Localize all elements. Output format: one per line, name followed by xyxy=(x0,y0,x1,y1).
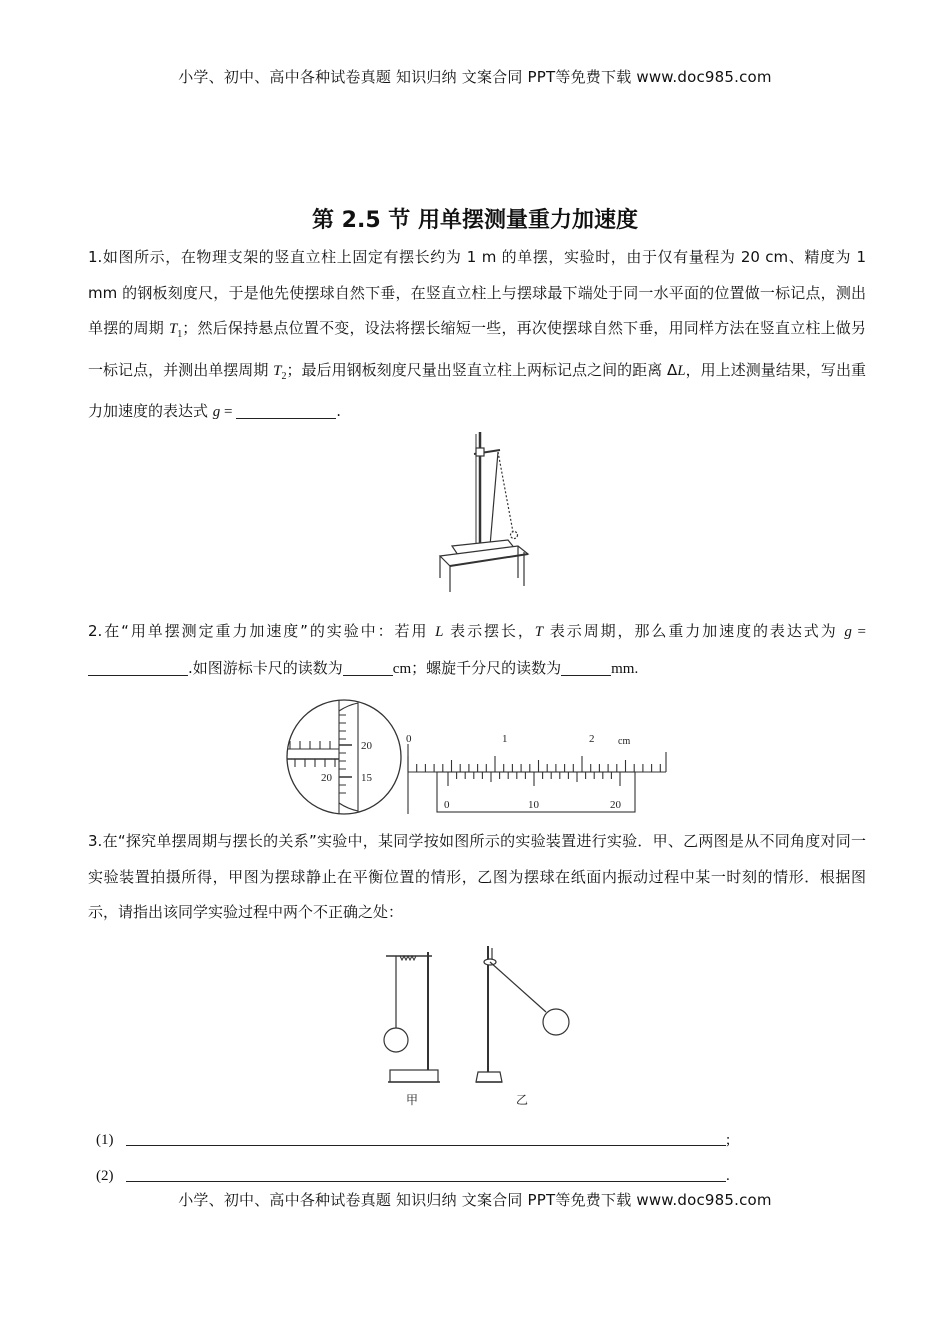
answer-2-number: (2) xyxy=(96,1168,114,1184)
answer-2-end: . xyxy=(726,1168,730,1184)
q1-t2-symbol: T xyxy=(273,362,282,379)
caliper-vernier-label-10: 10 xyxy=(528,799,539,811)
answer-line-1 xyxy=(96,1131,756,1149)
q1-l-symbol: L xyxy=(677,362,686,379)
q2-text-4: .如图游标卡尺的读数为 xyxy=(188,658,343,677)
figure-pendulum-stand xyxy=(418,428,530,596)
micrometer-label-15: 15 xyxy=(361,772,372,784)
q1-t1-symbol: T xyxy=(168,321,178,337)
page-title: 第 2.5 节 用单摆测量重力加速度 xyxy=(312,208,638,233)
question-1 xyxy=(88,240,866,431)
q1-text-3: ；最后用钢板刻度尺量出竖直立柱上两标记点之间的距离 Δ xyxy=(286,360,678,379)
micrometer-label-20: 20 xyxy=(361,740,372,752)
q1-text-4: ，用上述测量结果，写出重力加速度的表达式 xyxy=(88,360,866,420)
q2-micrometer-blank[interactable] xyxy=(561,660,611,676)
figure-pendulum-comparison xyxy=(380,940,580,1110)
q1-text-1: 1.如图所示，在物理支架的竖直立柱上固定有摆长约为 1 m 的单摆，实验时，由于仅有量程为 20 cm、精度为 1 mm 的钢板刻度尺，于是他先使摆球自然下垂，在竖直立柱上与摆球最下端处于同一水平面的位置做一标记点，测出单摆的周期 xyxy=(88,248,866,337)
q1-answer-blank[interactable] xyxy=(236,403,336,419)
q2-text-6: mm. xyxy=(611,660,639,677)
caliper-main-label-0: 0 xyxy=(406,733,412,745)
answer-line-2 xyxy=(96,1167,756,1185)
question-3: 3.在“探究单摆周期与摆长的关系”实验中，某同学按如图所示的实验装置进行实验．甲、乙两图是从不同角度对同一实验装置拍摄所得，甲图为摆球静止在平衡位置的情形，乙图为摆球在纸面内振动过程中某一时刻的情形．根据图示，请指出该同学实验过程中两个不正确之处： xyxy=(88,832,866,921)
figure-micrometer xyxy=(284,697,404,817)
figure-vernier-caliper xyxy=(404,728,668,818)
q2-t-symbol: T xyxy=(534,624,544,640)
q1-equals: = xyxy=(220,404,237,420)
q2-equals: = xyxy=(851,624,866,640)
answer-1-end: ; xyxy=(726,1132,731,1148)
q2-g-blank[interactable] xyxy=(88,660,188,676)
q1-text-2: ；然后保持悬点位置不变，设法将摆长缩短一些，再次使摆球自然下垂，用同样方法在竖直立柱上做另一标记点，并测出单摆周期 xyxy=(88,319,866,379)
q1-g-symbol: g xyxy=(212,404,221,420)
micrometer-sleeve-label-20: 20 xyxy=(321,772,332,784)
q2-text-2: 表示摆长， xyxy=(443,622,535,640)
caliper-vernier-label-0: 0 xyxy=(444,799,450,811)
figure-label-yi: 乙 xyxy=(516,1093,529,1107)
answer-2-blank[interactable] xyxy=(126,1167,726,1182)
q2-caliper-blank[interactable] xyxy=(343,660,393,676)
q2-text-3: 表示周期，那么重力加速度的表达式为 xyxy=(543,622,845,640)
caliper-main-label-2: 2 xyxy=(589,733,595,745)
q2-g-symbol: g xyxy=(844,624,852,640)
q1-t1-subscript: 1 xyxy=(177,329,183,340)
caliper-main-label-1: 1 xyxy=(502,733,508,745)
question-2 xyxy=(88,614,866,687)
answer-1-number: (1) xyxy=(96,1132,114,1148)
footer-banner: 小学、初中、高中各种试卷真题 知识归纳 文案合同 PPT等免费下载 www.doc985.com xyxy=(178,1191,772,1209)
q2-text-5: cm；螺旋千分尺的读数为 xyxy=(392,660,562,677)
q2-l-symbol: L xyxy=(435,624,444,640)
answer-1-blank[interactable] xyxy=(126,1131,726,1146)
caliper-unit: cm xyxy=(618,736,631,747)
q1-t2-subscript: 2 xyxy=(281,370,287,382)
header-banner: 小学、初中、高中各种试卷真题 知识归纳 文案合同 PPT等免费下载 www.doc985.com xyxy=(178,68,772,86)
figure-label-jia: 甲 xyxy=(406,1093,419,1107)
q1-end: . xyxy=(336,402,342,420)
caliper-vernier-label-20: 20 xyxy=(610,799,621,811)
q2-text-1: 2.在“用单摆测定重力加速度”的实验中：若用 xyxy=(88,622,436,640)
